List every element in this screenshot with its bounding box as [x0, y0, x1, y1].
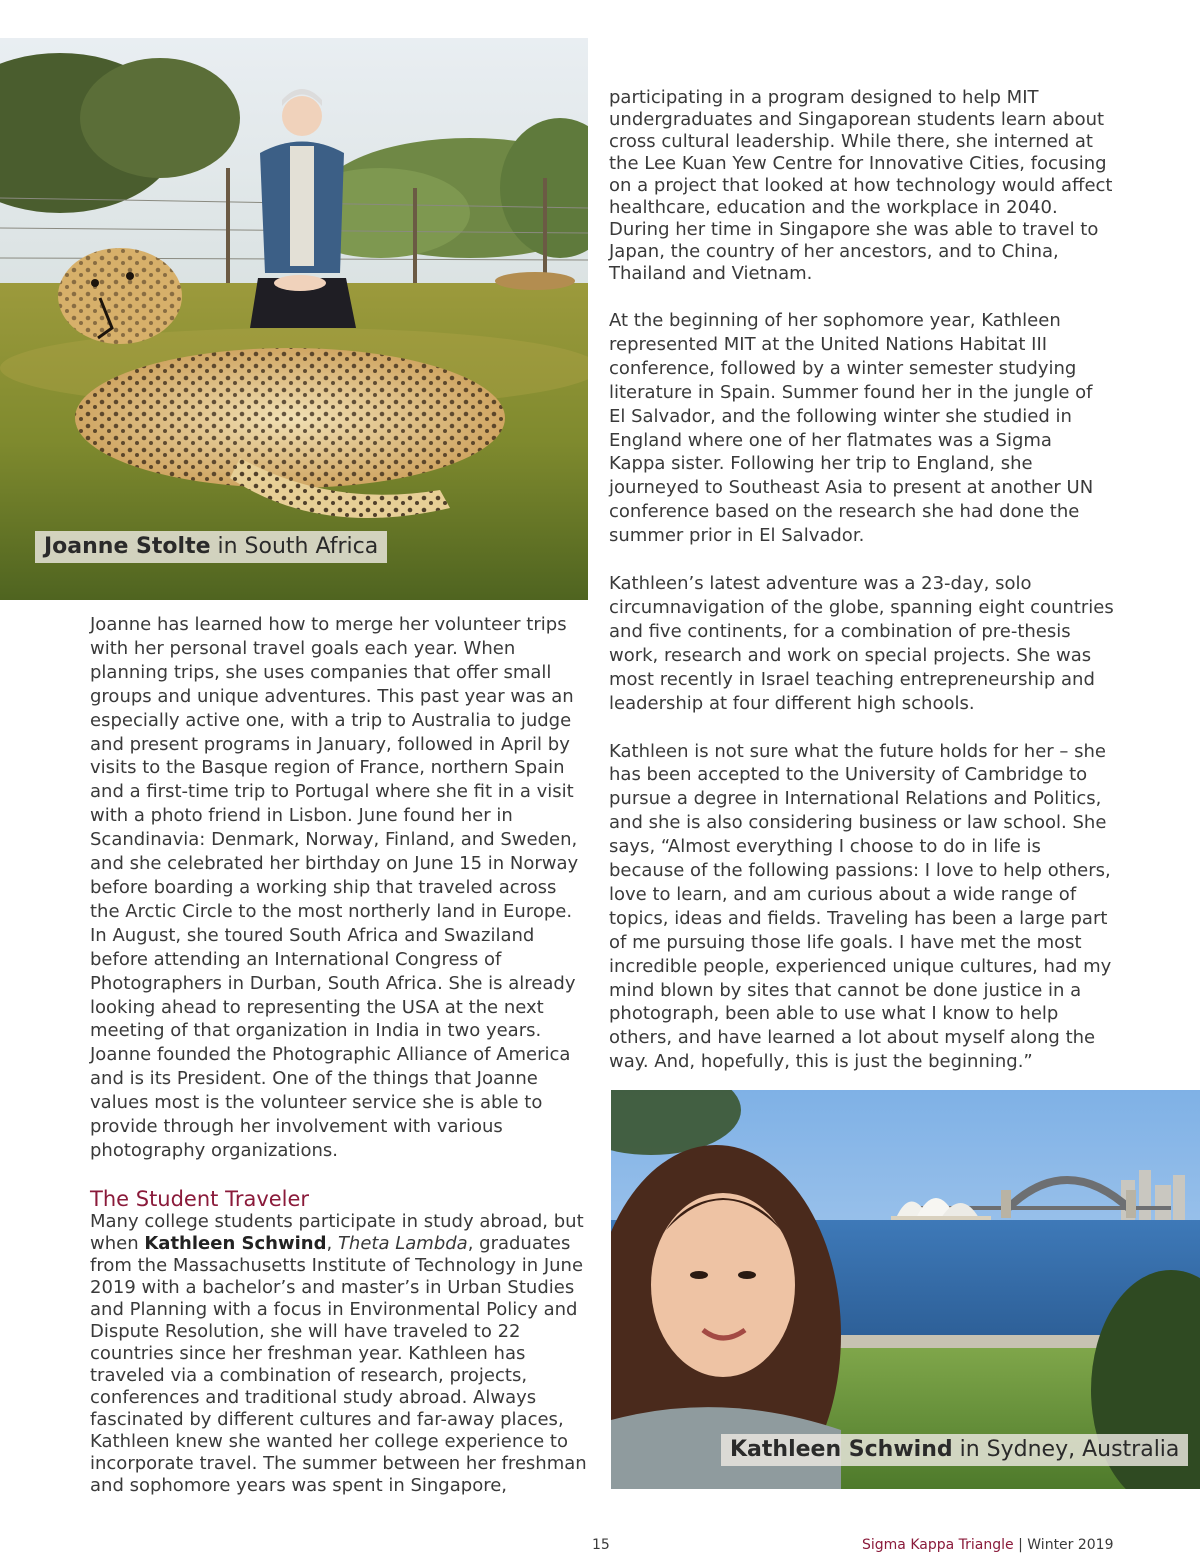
right-column [609, 87, 1114, 1074]
left-column [90, 613, 590, 1497]
left-para-1: Joanne has learned how to merge her volunteer trips with her personal travel goals each year. When planning trips, she uses companies that offer small groups and unique adventures. This past year was an especially active one, with a trip to Australia to judge and present programs in January, followed in April by visits to the Basque region of France, northern Spain and a first-time trip to Portugal where she fit in a visit with a photo friend in Lisbon. June found her in Scandinavia: Denmark, Norway, Finland, and Sweden, and she celebrated her birthday on June 15 in Norway before boarding a working ship that traveled across the Arctic Circle to the most northerly land in Europe. In August, she toured South Africa and Swaziland before attending an International Congress of Photographers in Durban, South Africa. She is already looking ahead to representing the USA at the next meeting of that organization in India in two years. Joanne founded the Photographic Alliance of America and is its President. One of the things that Joanne values most is the volunteer service she is able to provide through her involvement with various photography organizations. [90, 614, 579, 1161]
right-para-3: Kathleen’s latest adventure was a 23-day, solo circumnavigation of the globe, spanning eight countries and five continents, for a combination of pre-thesis work, research and work on special projects. She was most recently in Israel teaching entrepreneurship and leadership at four different high schools. [609, 573, 1114, 714]
caption-name: Kathleen Schwind [730, 1437, 953, 1462]
photo-sydney-australia [611, 1090, 1200, 1489]
right-para-1: participating in a program designed to help MIT undergraduates and Singaporean students learn about cross cultural leadership. While there, she interned at the Lee Kuan Yew Centre for Innovative Cities, focusing on a project that looked at how technology would affect healthcare, education and the workplace in 2040. During her time in Singapore she was able to travel to Japan, the country of her ancestors, and to China, Thailand and Vietnam. [609, 87, 1113, 284]
publication-footer [862, 1537, 1114, 1553]
left-para-2 [90, 1211, 590, 1497]
chapter-name: Theta Lambda [337, 1232, 468, 1254]
caption-place: in Sydney, Australia [952, 1437, 1180, 1462]
photo-caption-joanne [35, 531, 387, 563]
para2-rest: , graduates from the Massachusetts Institute of Technology in June 2019 with a bachelor’s and master’s in Urban Studies and Planning with a focus in Environmental Policy and Dispute Resolution, she will have traveled to 22 countries since her freshman year. Kathleen has traveled via a combination of research, projects, conferences and traditional study abroad. Always fascinated by different cultures and far-away places, Kathleen knew she wanted her college experience to incorporate travel. The summer between her freshman and sophomore years was spent in Singapore, [90, 1232, 587, 1496]
publication-name: Sigma Kappa Triangle [862, 1537, 1014, 1553]
right-para-4: Kathleen is not sure what the future holds for her – she has been accepted to the University of Cambridge to pursue a degree in International Relations and Politics, and she is also considering business or law school. She says, “Almost everything I choose to do in life is because of the following passions: I love to help others, love to learn, and am curious about a wide range of topics, ideas and fields. Traveling has been a large part of me pursuing those life goals. I have met the most incredible people, experienced unique cultures, had my mind blown by sites that cannot be done justice in a photograph, been able to use what I know to help others, and have learned a lot about myself along the way. And, hopefully, this is just the beginning.” [609, 740, 1112, 1073]
page-number: 15 [592, 1537, 610, 1553]
caption-name: Joanne Stolte [44, 534, 211, 559]
issue-date: Winter 2019 [1027, 1537, 1114, 1553]
cheetah-scene-illustration [0, 38, 588, 600]
footer-separator: | [1013, 1537, 1028, 1553]
sydney-scene-illustration [611, 1090, 1200, 1489]
person-name: Kathleen Schwind [144, 1232, 327, 1254]
section-heading: The Student Traveler [90, 1186, 310, 1211]
para2-separator: , [326, 1232, 338, 1254]
para2-lead: Many college students participate in study abroad, but when [90, 1210, 584, 1254]
photo-caption-kathleen [721, 1434, 1188, 1466]
caption-place: in South Africa [210, 534, 379, 559]
photo-cheetah-south-africa [0, 38, 588, 600]
right-para-2: At the beginning of her sophomore year, Kathleen represented MIT at the United Nations Habitat III conference, followed by a winter semester studying literature in Spain. Summer found her in the jungle of El Salvador, and the following winter she studied in England where one of her flatmates was a Sigma Kappa sister. Following her trip to England, she journeyed to Southeast Asia to present at another UN conference based on the research she had done the summer prior in El Salvador. [609, 310, 1094, 547]
